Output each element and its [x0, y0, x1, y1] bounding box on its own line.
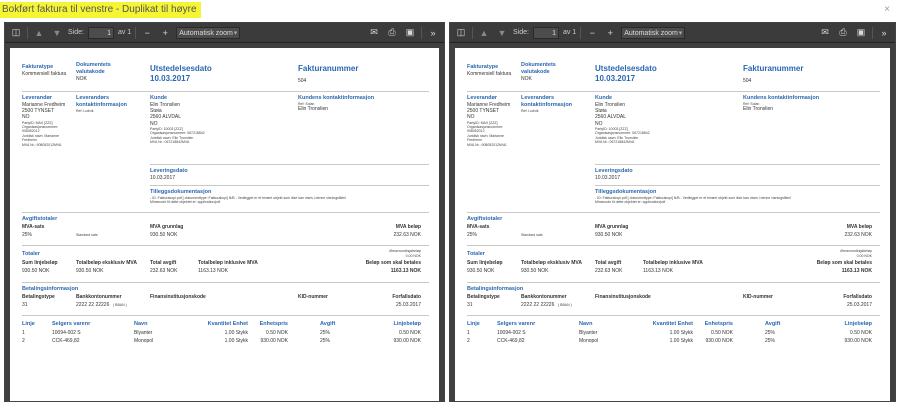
forfall-label: Forfallsdato: [843, 294, 872, 300]
table-header: Selgers varenr: [52, 321, 91, 327]
line-cell: Blyanter: [579, 330, 598, 336]
toolbar-separator: [421, 27, 422, 39]
ink-mva-label: Totalbeløp inklusive MVA: [643, 260, 703, 266]
kunde-line: Støia: [595, 108, 607, 115]
mva-grunnlag-label: MVA grunnlag: [595, 224, 629, 230]
table-header: Linjebeløp: [393, 321, 421, 327]
close-icon[interactable]: ×: [884, 4, 890, 15]
line-cell: Monopol: [134, 338, 154, 344]
tillegg-line: Mimecode til dette objektet er: application/pdf: [150, 200, 221, 205]
kunde-kontakt-ref: Ref: Solan: [743, 101, 760, 106]
eks-mva-label: Totalbeløp eksklusiv MVA: [76, 260, 137, 266]
kunde-detail: Juridisk navn: Elin Tronslien: [595, 135, 639, 140]
divider: [150, 164, 429, 165]
kunde-kontakt-ref: Ref: Solan: [298, 101, 315, 106]
plus-icon[interactable]: +: [162, 27, 168, 38]
utstedelse-label: Utstedelsesdato: [150, 64, 212, 73]
bankkonto-value: 2222 22 22226: [521, 302, 555, 308]
tillegg-label: Tilleggsdokumentasjon: [595, 189, 657, 195]
pdf-viewer-booked: [4, 22, 445, 402]
avrunding-value: 0.00 NOK: [405, 254, 421, 258]
leverandor-line: Marianne Fredheim: [22, 101, 66, 108]
kunde-line: NO: [595, 120, 603, 127]
mva-sats-label: MVA-sats: [22, 224, 45, 230]
kunde-line: 2560 ALVDAL: [150, 114, 182, 121]
line-cell: 1.00 Stykk: [224, 338, 248, 344]
line-cell: 25%: [320, 330, 331, 336]
divider: [467, 245, 880, 246]
leverandor-line: 2500 TYNSET: [22, 108, 55, 115]
table-header: Linjebeløp: [844, 321, 872, 327]
mva-grunnlag-label: MVA grunnlag: [150, 224, 184, 230]
leverandor-detail: Fredheim: [22, 138, 37, 143]
kunde-kontakt-label: Kundens kontaktinformasjon: [298, 95, 375, 101]
bankkonto-label: Bankkontonummer: [76, 294, 122, 300]
kunde-detail: Juridisk navn: Elin Tronslien: [150, 135, 194, 140]
ink-mva-label: Totalbeløp inklusive MVA: [198, 260, 258, 266]
line-cell: 930.00 NOK: [844, 338, 872, 344]
valuta-value: NOK: [521, 75, 532, 82]
avgift-section: [467, 216, 880, 242]
fakturanummer-value: 504: [298, 78, 307, 84]
mva-sats-value: 25%: [467, 232, 478, 238]
total-avgift-value: 232.63 NOK: [150, 268, 178, 274]
mail-icon[interactable]: ✉: [821, 27, 829, 37]
levering-section: [595, 168, 880, 182]
line-cell: 930.00 NOK: [393, 338, 421, 344]
avgift-label: Avgiftstotaler: [22, 216, 58, 222]
table-header: Linje: [467, 321, 480, 327]
betaling-label: Betalingsinformasjon: [22, 286, 79, 292]
fakturanummer-value: 504: [743, 78, 752, 84]
sum-linje-label: Sum linjebeløp: [467, 260, 503, 266]
eks-mva-value: 930.50 NOK: [76, 268, 104, 274]
divider: [467, 212, 880, 213]
fakturatype-value: Kommersiell faktura: [22, 70, 67, 77]
levering-section: [150, 168, 429, 182]
divider: [22, 245, 429, 246]
fakturanummer-label: Fakturanummer: [298, 64, 359, 73]
parties-section: [22, 95, 429, 161]
invoice-header-section: [22, 62, 429, 88]
line-cell: 0.50 NOK: [711, 330, 733, 336]
save-icon[interactable]: ▣: [405, 27, 415, 37]
total-avgift-value: 232.63 NOK: [595, 268, 623, 274]
pdf-toolbar: [450, 23, 895, 43]
line-cell: 1: [467, 330, 470, 336]
kunde-detail: PartyID: 10003 [ZZZ]: [150, 126, 183, 131]
line-cell: 25%: [320, 338, 331, 344]
betales-label: Beløp som skal betales: [365, 260, 421, 266]
divider: [595, 164, 880, 165]
leverandor-detail: Organisasjonsnummer:: [22, 125, 59, 129]
sum-linje-label: Sum linjebeløp: [22, 260, 58, 266]
table-header: Enhetspris: [704, 321, 733, 327]
forfall-label: Forfallsdato: [392, 294, 421, 300]
leverandor-detail: MVA Nr.: 908052012MVA: [22, 142, 62, 147]
toolbar-separator: [27, 27, 28, 39]
line-cell: 25%: [765, 330, 776, 336]
tillegg-section: [150, 189, 429, 209]
totaler-label: Totaler: [467, 251, 485, 257]
invoice-lines-table: [467, 319, 880, 349]
invoice-lines-table: [22, 319, 429, 349]
arrow-up-icon[interactable]: ▲: [34, 27, 44, 38]
table-header: Navn: [134, 321, 148, 327]
invoice-header-section: [467, 62, 880, 88]
zoom-select[interactable]: Automatisk zoom ▾: [176, 27, 240, 39]
tillegg-label: Tilleggsdokumentasjon: [150, 189, 212, 195]
forfall-value: 25.03.2017: [395, 302, 421, 308]
page-count: av 1: [562, 29, 577, 36]
leverandor-detail: Fredheim: [467, 138, 482, 143]
plus-icon[interactable]: +: [607, 27, 613, 38]
lev-kontakt-label: Leverandørs kontaktinformasjon: [521, 95, 573, 108]
kunde-detail: Organisasjonsnummer: 067218842: [595, 131, 650, 136]
betales-value: 1163.13 NOK: [841, 268, 872, 274]
line-cell: CCK-469,82: [497, 338, 525, 344]
line-cell: 0.50 NOK: [399, 330, 421, 336]
invoice-page: [10, 48, 439, 401]
bankkonto-note: ( BBAN ): [113, 303, 127, 307]
table-header: Avgift: [765, 321, 781, 327]
save-icon[interactable]: ▣: [856, 27, 866, 37]
total-avgift-label: Total avgift: [595, 260, 622, 266]
mva-sats-note: Standard sats: [76, 233, 98, 237]
lev-kontakt-ref: Ref: Ludvik: [76, 108, 94, 113]
divider: [467, 315, 880, 316]
mva-belop-label: MVA beløp: [395, 224, 421, 230]
table-header: Avgift: [320, 321, 336, 327]
ink-mva-value: 1163.13 NOK: [198, 268, 228, 274]
leverandor-label: Leverandør: [22, 95, 52, 101]
valuta-label: Dokumentets valutakode: [521, 62, 556, 75]
ink-mva-value: 1163.13 NOK: [643, 268, 673, 274]
betalingstype-value: 31: [22, 302, 28, 308]
tillegg-line: - ID: Fakturakopi.pdf [ dokumenttype: Fakturakopi] N/B - Vedlegget er et binært objekt som ikke kan vises i denne visningsfilen!: [150, 195, 347, 200]
kid-label: KID-nummer: [743, 294, 774, 300]
levering-label: Leveringsdato: [595, 168, 633, 174]
leverandor-line: 2500 TYNSET: [467, 108, 500, 115]
tillegg-line: - ID: Fakturakopi.pdf [ dokumenttype: Fakturakopi] N/B - Vedlegget er et binært objekt som ikke kan vises i denne visningsfilen!: [595, 195, 792, 200]
page-label: Side:: [68, 29, 84, 36]
divider: [150, 185, 429, 186]
mva-belop-value: 232.63 NOK: [393, 232, 421, 238]
bankkonto-value: 2222 22 22226: [76, 302, 110, 308]
eks-mva-label: Totalbeløp eksklusiv MVA: [521, 260, 582, 266]
zoom-select[interactable]: Automatisk zoom ▾: [621, 27, 685, 39]
levering-value: 10.03.2017: [150, 174, 176, 181]
invoice-page: [455, 48, 890, 401]
fakturatype-value: Kommersiell faktura: [467, 70, 512, 77]
toolbar-separator: [472, 27, 473, 39]
leverandor-label: Leverandør: [467, 95, 497, 101]
divider: [22, 91, 429, 92]
line-cell: Blyanter: [134, 330, 153, 336]
print-icon[interactable]: ⎙: [839, 27, 847, 37]
mva-belop-label: MVA beløp: [846, 224, 872, 230]
utstedelse-value: 10.03.2017: [595, 74, 636, 83]
page-number-input[interactable]: 1: [88, 27, 114, 39]
avrunding-value: 0.00 NOK: [856, 254, 872, 258]
fakturanummer-label: Fakturanummer: [743, 64, 804, 73]
mva-sats-label: MVA-sats: [467, 224, 490, 230]
header-bar: [0, 0, 900, 22]
valuta-label: Dokumentets valutakode: [76, 62, 111, 75]
bankkonto-label: Bankkontonummer: [521, 294, 567, 300]
table-header: Kvantitet Enhet: [207, 321, 248, 327]
line-cell: Monopol: [579, 338, 599, 344]
kunde-detail: PartyID: 10003 [ZZZ]: [595, 126, 628, 131]
mva-grunnlag-value: 930.50 NOK: [150, 232, 178, 238]
toolbar-separator: [872, 27, 873, 39]
page-label: Side:: [513, 29, 529, 36]
utstedelse-value: 10.03.2017: [150, 74, 191, 83]
leverandor-detail: PartyID: MAX [ZZZ]: [467, 120, 498, 125]
levering-label: Leveringsdato: [150, 168, 188, 174]
line-cell: 10094-002 S: [52, 330, 81, 336]
totaler-section: [467, 249, 880, 279]
minus-icon[interactable]: −: [144, 27, 150, 38]
page-number-input[interactable]: 1: [533, 27, 559, 39]
mva-grunnlag-value: 930.50 NOK: [595, 232, 623, 238]
minus-icon[interactable]: −: [589, 27, 595, 38]
kunde-kontakt-label: Kundens kontaktinformasjon: [743, 95, 820, 101]
utstedelse-label: Utstedelsesdato: [595, 64, 657, 73]
totaler-section: [22, 249, 429, 279]
lev-kontakt-label: Leverandørs kontaktinformasjon: [76, 95, 128, 108]
line-cell: 1.00 Stykk: [669, 338, 693, 344]
line-cell: 0.50 NOK: [850, 330, 872, 336]
parties-section: [467, 95, 880, 161]
mva-belop-value: 232.63 NOK: [844, 232, 872, 238]
arrow-down-icon[interactable]: ▼: [52, 27, 62, 38]
sum-linje-value: 930.50 NOK: [467, 268, 495, 274]
avgift-section: [22, 216, 429, 242]
sidebar-toggle-icon[interactable]: ◫: [11, 27, 21, 37]
kunde-detail: MVA Nr.: 067218842MVA: [150, 140, 190, 144]
finans-label: Finansinstitusjonskode: [595, 294, 651, 300]
valuta-value: NOK: [76, 75, 87, 82]
line-cell: 2: [467, 338, 470, 344]
fakturatype-label: Fakturatype: [22, 64, 54, 70]
mail-icon[interactable]: ✉: [370, 27, 378, 37]
line-cell: 25%: [765, 338, 776, 344]
kunde-label: Kunde: [150, 95, 168, 101]
table-header: Selgers varenr: [497, 321, 536, 327]
betaling-section: [22, 286, 429, 312]
leverandor-detail: Juridisk navn: Marianne: [22, 133, 59, 138]
table-header: Linje: [22, 321, 35, 327]
kunde-detail: MVA Nr.: 067218842MVA: [595, 140, 635, 144]
avgift-label: Avgiftstotaler: [467, 216, 503, 222]
line-cell: 1.00 Stykk: [669, 330, 693, 336]
lev-kontakt-ref: Ref: Ludvik: [521, 108, 539, 113]
line-cell: 0.50 NOK: [266, 330, 288, 336]
leverandor-line: NO: [467, 114, 475, 121]
sidebar-toggle-icon[interactable]: ◫: [456, 27, 466, 37]
leverandor-detail: Organisasjonsnummer:: [467, 125, 504, 129]
betales-value: 1163.13 NOK: [390, 268, 421, 274]
line-cell: 930.00 NOK: [260, 338, 288, 344]
avrunding-label: Øreavrundingsbeløp: [389, 249, 421, 253]
leverandor-detail: 908052012: [467, 129, 485, 134]
kunde-label: Kunde: [595, 95, 613, 101]
table-header: Navn: [579, 321, 593, 327]
leverandor-detail: MVA Nr.: 908052012MVA: [467, 142, 507, 147]
pdf-viewer-duplicate: [449, 22, 896, 402]
line-cell: 930.00 NOK: [705, 338, 733, 344]
line-cell: 1.00 Stykk: [224, 330, 248, 336]
divider: [22, 282, 429, 283]
levering-value: 10.03.2017: [595, 174, 621, 181]
pdf-toolbar: [5, 23, 444, 43]
finans-label: Finansinstitusjonskode: [150, 294, 206, 300]
mva-sats-note: Standard sats: [521, 233, 543, 237]
mva-sats-value: 25%: [22, 232, 33, 238]
leverandor-line: NO: [22, 114, 30, 121]
betalingstype-label: Betalingstype: [22, 294, 55, 300]
betaling-section: [467, 286, 880, 312]
kunde-line: Støia: [150, 108, 162, 115]
sum-linje-value: 930.50 NOK: [22, 268, 50, 274]
table-header: Kvantitet Enhet: [652, 321, 693, 327]
betaling-label: Betalingsinformasjon: [467, 286, 524, 292]
betales-label: Beløp som skal betales: [816, 260, 872, 266]
line-cell: CCK-469,82: [52, 338, 80, 344]
table-header: Enhetspris: [259, 321, 288, 327]
kunde-detail: Organisasjonsnummer: 067218842: [150, 131, 205, 136]
leverandor-line: Marianne Fredheim: [467, 101, 511, 108]
avrunding-label: Øreavrundingsbeløp: [840, 249, 872, 253]
totaler-label: Totaler: [22, 251, 40, 257]
page-count: av 1: [117, 29, 132, 36]
tillegg-section: [595, 189, 880, 209]
divider: [22, 315, 429, 316]
toolbar-separator: [135, 27, 136, 39]
kid-label: KID-nummer: [298, 294, 329, 300]
double-chevron-icon[interactable]: »: [430, 27, 436, 38]
kunde-line: Elin Tronslien: [150, 101, 181, 108]
kunde-line: 2560 ALVDAL: [595, 114, 627, 121]
kunde-kontakt-value: Elin Tronslien: [298, 106, 329, 113]
kunde-kontakt-value: Elin Tronslien: [743, 106, 774, 113]
total-avgift-label: Total avgift: [150, 260, 177, 266]
double-chevron-icon[interactable]: »: [881, 27, 887, 38]
page-title: Bokført faktura til venstre - Duplikat til høyre: [0, 2, 201, 18]
kunde-line: Elin Tronslien: [595, 101, 626, 108]
line-cell: 1: [22, 330, 25, 336]
divider: [467, 282, 880, 283]
line-cell: 10094-002 S: [497, 330, 526, 336]
tillegg-line: Mimecode til dette objektet er: application/pdf: [595, 200, 666, 205]
forfall-value: 25.03.2017: [846, 302, 872, 308]
leverandor-detail: 908052012: [22, 129, 40, 134]
eks-mva-value: 930.50 NOK: [521, 268, 549, 274]
line-cell: 2: [22, 338, 25, 344]
toolbar-separator: [580, 27, 581, 39]
leverandor-detail: PartyID: MAX [ZZZ]: [22, 120, 53, 125]
print-icon[interactable]: ⎙: [388, 27, 396, 37]
arrow-up-icon[interactable]: ▲: [479, 27, 489, 38]
arrow-down-icon[interactable]: ▼: [497, 27, 507, 38]
betalingstype-value: 31: [467, 302, 473, 308]
divider: [22, 212, 429, 213]
kunde-line: NO: [150, 120, 158, 127]
divider: [595, 185, 880, 186]
divider: [467, 91, 880, 92]
betalingstype-label: Betalingstype: [467, 294, 500, 300]
leverandor-detail: Juridisk navn: Marianne: [467, 133, 504, 138]
fakturatype-label: Fakturatype: [467, 64, 499, 70]
bankkonto-note: ( BBAN ): [558, 303, 572, 307]
